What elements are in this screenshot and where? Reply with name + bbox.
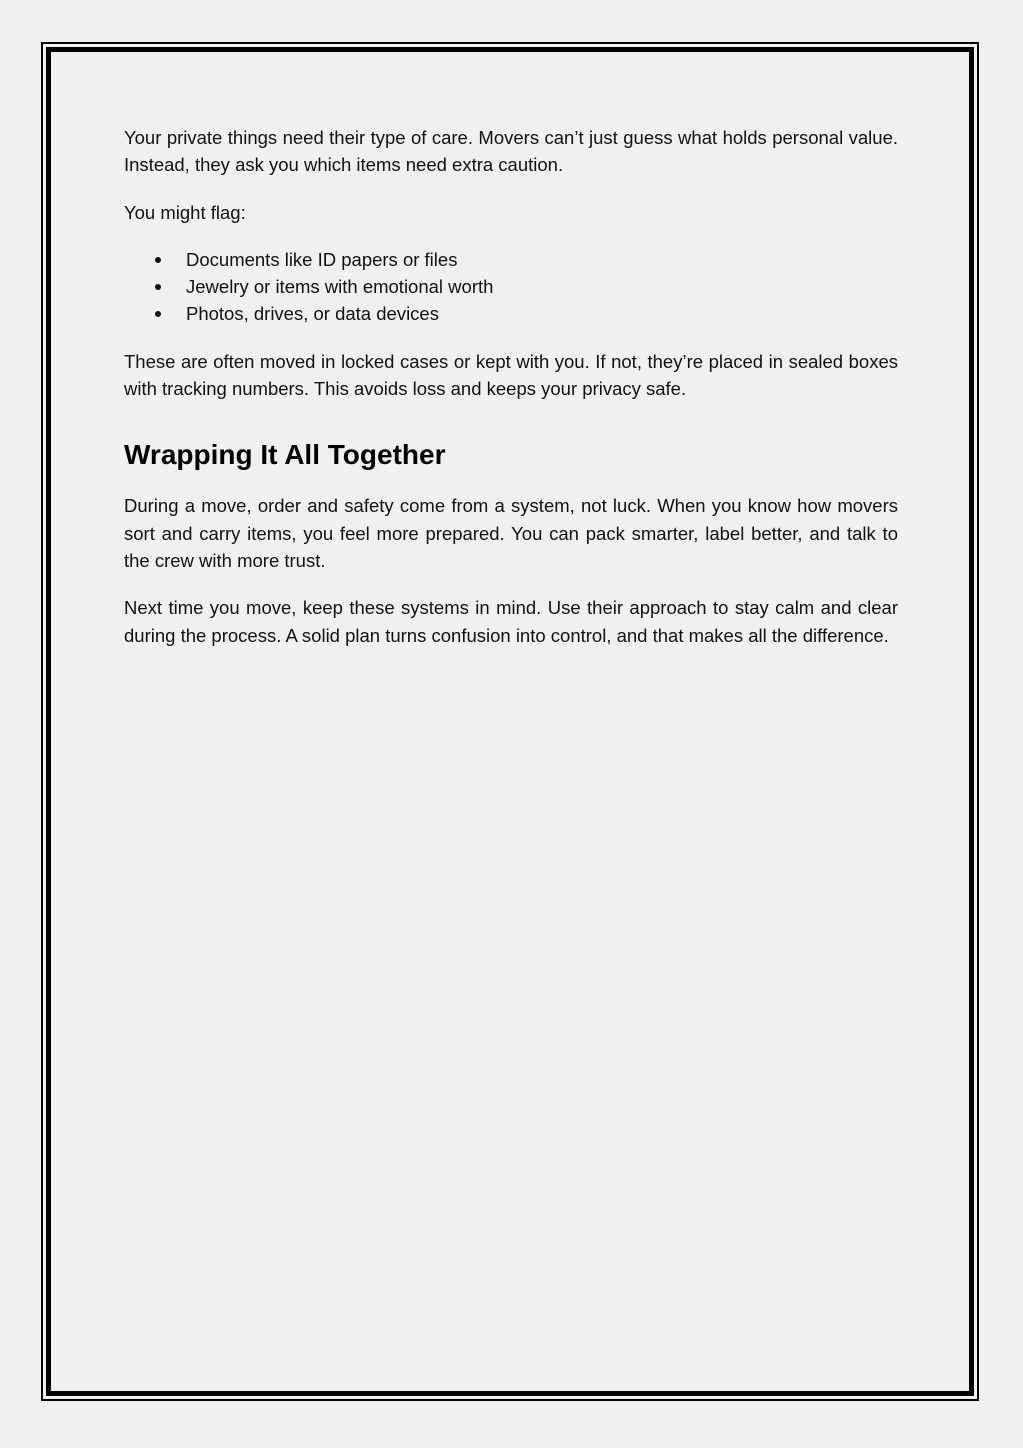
list-item [124,246,898,273]
flag-list [124,246,898,328]
intro-paragraph: Your private things need their type of care. Movers can’t just guess what holds personal value. Instead, they ask you which items need extra caution. [124,127,898,176]
section-heading: Wrapping It All Together [124,439,446,471]
list-item [124,273,898,300]
list-item-text: Photos, drives, or data devices [186,303,439,325]
privacy-paragraph: These are often moved in locked cases or kept with you. If not, they’re placed in sealed boxes with tracking numbers. This avoids loss and keeps your privacy safe. [124,350,898,400]
bullet-icon [155,257,161,263]
list-lead-in: You might flag: [124,201,246,223]
bullet-icon [155,311,161,317]
bullet-icon [155,284,161,290]
section-paragraph: During a move, order and safety come from a system, not luck. When you know how movers sort and carry items, you feel more prepared. You can pack smarter, label better, and talk to the crew with more trust. [124,495,898,571]
document-body [124,124,898,669]
section-paragraph: Next time you move, keep these systems in mind. Use their approach to stay calm and clear during the process. A solid plan turns confusion into control, and that makes all the difference. [124,597,898,646]
list-item-text: Documents like ID papers or files [186,248,458,270]
list-item-text: Jewelry or items with emotional worth [186,276,494,298]
list-item [124,300,898,327]
